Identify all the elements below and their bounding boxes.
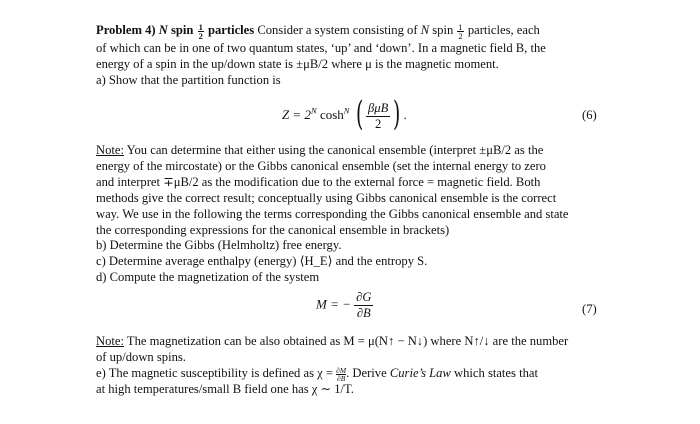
note2-line-1: [96, 333, 568, 349]
problem-heading-particles: particles: [207, 23, 255, 37]
note2-text-1: The magnetization can be also obtained as M = μ(N↑ − N↓) where N↑/↓ are the number: [126, 334, 569, 348]
susceptibility-fraction: $\frac{\partial M}{\partial B}$: [336, 365, 347, 383]
eq6-exp: N: [311, 105, 317, 116]
part-e-text-a: e) The magnetic susceptibility is defined as χ =: [96, 366, 333, 380]
intro-text-end: particles, each: [467, 23, 540, 37]
intro-var-n: N: [420, 23, 430, 37]
equation-6-number: (6): [582, 108, 597, 122]
problem-line-3: energy of a spin in the up/down state is ±μB/2 where μ is the magnetic moment.: [96, 57, 499, 71]
problem-line-2: of which can be in one of two quantum states, ‘up’ and ‘down’. In a magnetic field B, the: [96, 41, 546, 55]
intro-text-spin: spin: [432, 23, 454, 37]
equation-6: [282, 96, 407, 136]
eq6-cosh: cosh: [319, 106, 344, 122]
eq6-cosh-exp: N: [343, 105, 350, 116]
half-fraction-2: $\frac{1}{2}$: [458, 21, 463, 41]
eq7-lhs: M = −: [316, 296, 351, 312]
curies-law: Curie’s Law: [389, 366, 451, 380]
part-b: b) Determine the Gibbs (Helmholtz) free energy.: [96, 238, 342, 252]
note1-line-4: methods give the correct result; conceptually using Gibbs canonical ensemble is the correct: [96, 191, 557, 205]
eq6-fraction: $\frac{\text{βμB}}{2}$: [367, 100, 389, 131]
note1-text-1: You can determine that either using the canonical ensemble (interpret ±μB/2 as the: [126, 143, 544, 157]
note1-line-3: and interpret ∓μB/2 as the modification due to the external force = magnetic field. Both: [96, 175, 541, 189]
problem-heading-var: N: [158, 23, 168, 37]
part-c: c) Determine average enthalpy (energy) ⟨H_E⟩ and the entropy S.: [96, 254, 428, 268]
problem-title-line: [96, 22, 540, 40]
problem-heading-spin: spin: [171, 23, 194, 37]
part-e-text-c: which states that: [454, 366, 538, 380]
note1-line-6: the corresponding expressions for the canonical ensemble in brackets): [96, 223, 450, 237]
note2-label: Note:: [96, 334, 124, 348]
note1-line-1: [96, 142, 543, 158]
equation-7: [316, 290, 373, 321]
problem-heading: Problem 4): [96, 23, 156, 37]
note1-line-2: energy of the mircostate) or the Gibbs canonical ensemble (set the internal energy to zero: [96, 159, 546, 173]
note1-line-5: way. We use in the following the terms corresponding the Gibbs canonical ensemble and state: [96, 207, 569, 221]
half-fraction: $\frac{1}{2}$: [198, 21, 203, 41]
part-d: d) Compute the magnetization of the system: [96, 270, 320, 284]
left-paren: (: [355, 94, 363, 134]
eq6-lhs: Z = 2: [282, 106, 312, 122]
right-paren: ): [393, 94, 401, 134]
part-e-text-b: . Derive: [346, 366, 387, 380]
part-e-line-2: at high temperatures/small B field one has χ ∼ 1/T.: [96, 382, 354, 396]
note2-line-2: of up/down spins.: [96, 350, 186, 364]
eq7-fraction: $\frac{\partial G}{\partial B}$: [356, 290, 372, 320]
equation-7-number: (7): [582, 302, 597, 316]
eq6-dot: .: [403, 106, 407, 122]
part-e-line-1: [96, 365, 538, 382]
intro-text-a: Consider a system consisting of: [257, 23, 418, 37]
part-a: a) Show that the partition function is: [96, 73, 281, 87]
note1-label: Note:: [96, 143, 124, 157]
